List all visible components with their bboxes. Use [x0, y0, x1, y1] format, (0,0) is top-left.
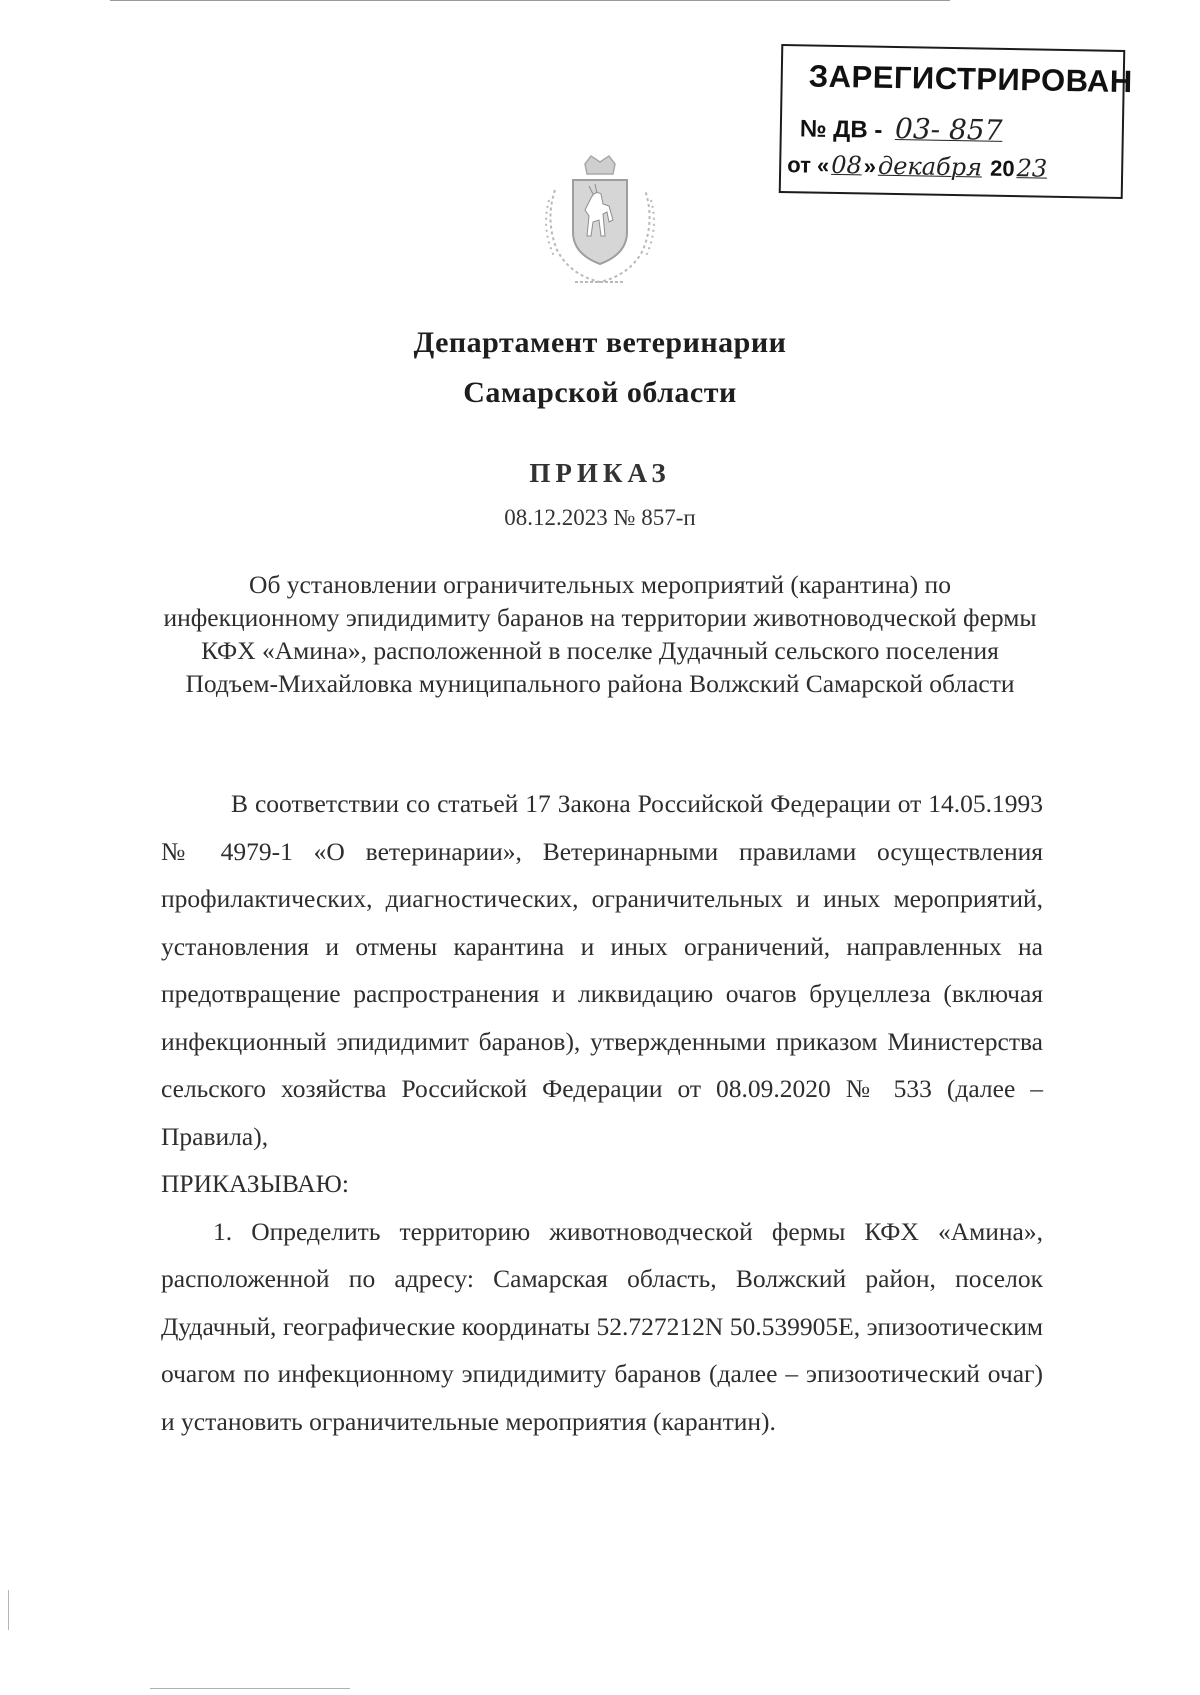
bottom-scan-edge	[150, 1688, 350, 1689]
order-number-date: 08.12.2023 № 857-п	[504, 505, 696, 530]
coat-of-arms-icon	[535, 150, 665, 290]
department-name-line2: Самарской области	[463, 376, 737, 409]
scan-mark	[8, 1590, 9, 1630]
stamp-date-prefix: от «	[787, 152, 830, 178]
item-1-paragraph: 1. Определить территорию животноводческой фермы КФХ «Амина», расположенной по адресу: Самарская область, Волжский район, поселок Дудачный, географические координаты 52.727212N 50.539905E, эпизоотическим очагом по инфекционному эпидидимиту баранов (далее – эпизоотический очаг) и установить ограничительные мероприятия (карантин).	[161, 1216, 1043, 1436]
stamp-date	[787, 150, 1049, 183]
stamp-number-label: № ДВ -	[799, 115, 883, 144]
preamble-paragraph	[161, 780, 1043, 1208]
department-name-line1: Департамент ветеринарии	[413, 326, 787, 359]
stamp-date-month: декабря	[877, 151, 983, 182]
order-subject: Об установлении ограничительных мероприятий (карантина) по инфекционному эпидидимиту баранов на территории животноводческой фермы КФХ «Амина», расположенной в поселке Дудачный сельского поселения Подъем-Михайловка муниципального района Волжский Самарской области	[163, 570, 1037, 698]
command-word: ПРИКАЗЫВАЮ:	[161, 1169, 349, 1198]
stamp-date-year: 23	[1016, 154, 1048, 183]
stamp-date-day: 08	[830, 150, 863, 180]
document-type: ПРИКАЗ	[529, 458, 671, 488]
registration-stamp	[779, 44, 1134, 199]
stamp-number	[800, 110, 1009, 147]
top-scan-edge	[110, 0, 950, 1]
stamp-title: ЗАРЕГИСТРИРОВАН	[808, 58, 1134, 100]
stamp-date-mid: »	[863, 153, 877, 179]
preamble-text: В соответствии со статьей 17 Закона Российской Федерации от 14.05.1993 № 4979-1 «О ветеринарии», Ветеринарными правилами осуществления профилактических, диагностических, ограничительных и иных мероприятий, установления и отмены карантина и иных ограничений, направленных на предотвращение распространения и ликвидацию очагов бруцеллеза (включая инфекционный эпидидимит баранов), утвержденными приказом Министерства сельского хозяйства Российской Федерации от 08.09.2020 № 533 (далее – Правила),	[161, 789, 1043, 1151]
order-body	[161, 780, 1043, 1445]
stamp-date-year-prefix: 20	[989, 155, 1015, 182]
stamp-number-handwritten: 03- 857	[894, 112, 1003, 147]
